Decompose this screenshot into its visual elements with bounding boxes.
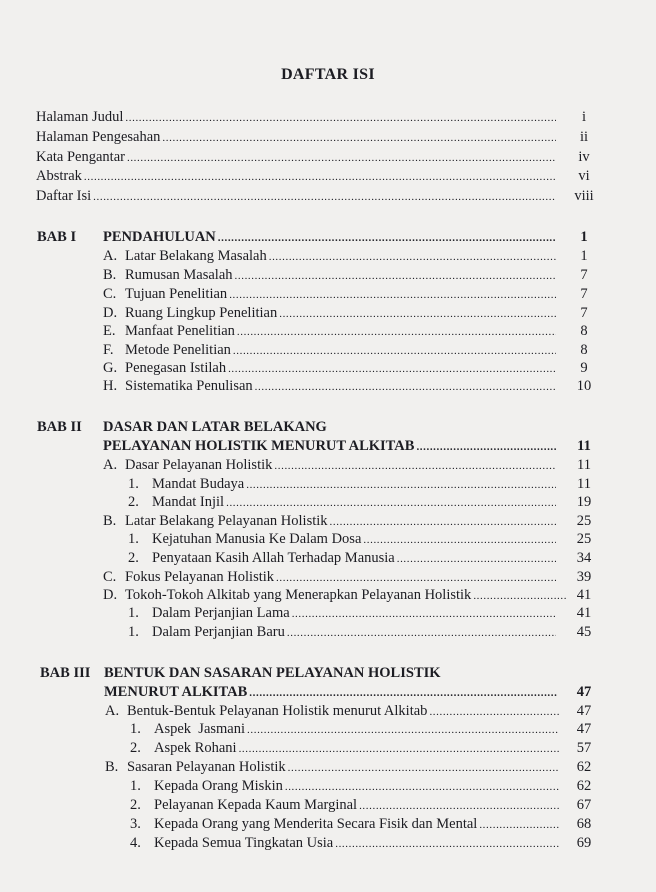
entry-number: 2. xyxy=(128,550,139,566)
chapter-title-line1: BENTUK DAN SASARAN PELAYANAN HOLISTIK xyxy=(104,665,441,681)
entry-page: 11 xyxy=(577,457,591,473)
entry-number: H. xyxy=(103,378,118,394)
toc-entry xyxy=(36,148,558,167)
page-title: DAFTAR ISI xyxy=(281,66,375,83)
entry-label: Kepada Orang yang Menderita Secara Fisik dan Mental xyxy=(154,816,478,832)
entry-page: 25 xyxy=(576,513,592,529)
toc-subentry xyxy=(130,777,561,796)
toc-subentry xyxy=(128,623,558,642)
leader-dots xyxy=(249,684,558,702)
entry-page: 41 xyxy=(576,587,592,603)
chapter-page: 1 xyxy=(580,229,588,245)
entry-number: B. xyxy=(103,267,117,283)
entry-label: Rumusan Masalah xyxy=(125,267,233,283)
toc-subentry xyxy=(128,549,558,568)
entry-number: 2. xyxy=(130,797,141,813)
toc-subentry xyxy=(130,739,561,758)
leader-dots xyxy=(228,360,556,378)
entry-number: 1. xyxy=(128,531,139,547)
toc-entry xyxy=(103,586,568,605)
toc-entry xyxy=(103,266,558,285)
entry-number: D. xyxy=(103,587,118,603)
entry-label: Pelayanan Kepada Kaum Marginal xyxy=(154,797,358,813)
chapter-code: BAB II xyxy=(37,419,82,435)
chapter-page: 47 xyxy=(576,684,592,700)
entry-label: Halaman Pengesahan xyxy=(36,129,161,145)
entry-page: 7 xyxy=(580,286,588,302)
entry-number: 2. xyxy=(128,494,139,510)
entry-page: 7 xyxy=(580,267,588,283)
leader-dots xyxy=(288,759,559,777)
leader-dots xyxy=(162,129,556,147)
entry-number: D. xyxy=(103,305,118,321)
leader-dots xyxy=(276,569,556,587)
leader-dots xyxy=(479,816,559,834)
leader-dots xyxy=(429,703,559,721)
entry-number: E. xyxy=(103,323,116,339)
entry-number: 1. xyxy=(128,624,139,640)
toc-entry xyxy=(103,359,558,378)
entry-number: B. xyxy=(103,513,117,529)
toc-entry xyxy=(103,377,558,396)
entry-label: Sistematika Penulisan xyxy=(125,378,253,394)
entry-number: 1. xyxy=(128,476,139,492)
leader-dots xyxy=(279,305,556,323)
entry-label: Bentuk-Bentuk Pelayanan Holistik menurut Alkitab xyxy=(127,703,428,719)
entry-label: Aspek Rohani xyxy=(154,740,237,756)
toc-subentry xyxy=(128,604,558,623)
entry-page: 41 xyxy=(576,605,592,621)
entry-number: C. xyxy=(103,569,117,585)
toc-entry xyxy=(36,128,558,147)
entry-label: Kejatuhan Manusia Ke Dalam Dosa xyxy=(152,531,362,547)
chapter-heading xyxy=(103,228,558,247)
entry-page: 7 xyxy=(580,305,588,321)
entry-number: C. xyxy=(103,286,117,302)
leader-dots xyxy=(239,740,559,758)
toc-entry xyxy=(103,322,558,341)
entry-label: Dalam Perjanjian Baru xyxy=(152,624,285,640)
entry-page: 8 xyxy=(580,342,588,358)
chapter-title-line2: MENURUT ALKITAB xyxy=(104,684,248,700)
leader-dots xyxy=(287,624,556,642)
leader-dots xyxy=(93,188,556,206)
entry-page: 11 xyxy=(577,476,591,492)
entry-label: Latar Belakang Masalah xyxy=(125,248,267,264)
entry-label: Fokus Pelayanan Holistik xyxy=(125,569,275,585)
leader-dots xyxy=(285,778,559,796)
entry-page: 47 xyxy=(576,721,592,737)
entry-number: 4. xyxy=(130,835,141,851)
entry-number: A. xyxy=(103,457,118,473)
entry-label: Penegasan Istilah xyxy=(125,360,227,376)
toc-entry xyxy=(103,304,558,323)
toc-entry xyxy=(103,247,558,266)
entry-page: 8 xyxy=(580,323,588,339)
leader-dots xyxy=(247,721,559,739)
entry-number: A. xyxy=(105,703,120,719)
entry-label: Tujuan Penelitian xyxy=(125,286,228,302)
entry-page: 57 xyxy=(576,740,592,756)
leader-dots xyxy=(330,513,556,531)
toc-subentry xyxy=(130,720,561,739)
leader-dots xyxy=(397,550,556,568)
leader-dots xyxy=(125,109,556,127)
entry-label: Kata Pengantar xyxy=(36,149,125,165)
entry-label: Manfaat Penelitian xyxy=(125,323,235,339)
leader-dots xyxy=(237,323,556,341)
entry-page: 62 xyxy=(576,778,592,794)
entry-page: 67 xyxy=(576,797,592,813)
entry-page: 47 xyxy=(576,703,592,719)
leader-dots xyxy=(335,835,559,853)
toc-entry xyxy=(105,702,561,721)
entry-page: vi xyxy=(578,168,590,184)
chapter-title: PENDAHULUAN xyxy=(103,229,216,245)
entry-number: 3. xyxy=(130,816,141,832)
entry-number: 2. xyxy=(130,740,141,756)
entry-page: ii xyxy=(579,129,589,145)
leader-dots xyxy=(229,286,556,304)
chapter-heading xyxy=(103,437,558,456)
entry-number: 1. xyxy=(130,778,141,794)
entry-label: Mandat Budaya xyxy=(152,476,245,492)
entry-label: Penyataan Kasih Allah Terhadap Manusia xyxy=(152,550,395,566)
entry-label: Aspek Jasmani xyxy=(154,721,246,737)
entry-label: Abstrak xyxy=(36,168,82,184)
toc-entry xyxy=(103,341,558,360)
entry-page: 19 xyxy=(576,494,592,510)
chapter-page: 11 xyxy=(577,438,591,454)
entry-page: 68 xyxy=(576,816,592,832)
entry-page: 25 xyxy=(576,531,592,547)
leader-dots xyxy=(226,494,556,512)
toc-entry xyxy=(36,167,558,186)
toc-subentry xyxy=(128,475,558,494)
toc-entry xyxy=(36,108,558,127)
entry-page: 9 xyxy=(580,360,588,376)
entry-label: Daftar Isi xyxy=(36,188,92,204)
toc-subentry xyxy=(128,493,558,512)
entry-label: Sasaran Pelayanan Holistik xyxy=(127,759,286,775)
leader-dots xyxy=(363,531,556,549)
chapter-title-line1: DASAR DAN LATAR BELAKANG xyxy=(103,419,327,435)
leader-dots xyxy=(359,797,559,815)
entry-label: Kepada Semua Tingkatan Usia xyxy=(154,835,334,851)
chapter-code: BAB III xyxy=(40,665,91,681)
toc-entry xyxy=(103,285,558,304)
toc-subentry xyxy=(130,834,561,853)
entry-label: Dalam Perjanjian Lama xyxy=(152,605,290,621)
entry-page: 10 xyxy=(576,378,592,394)
leader-dots xyxy=(235,267,556,285)
toc-entry xyxy=(103,456,558,475)
leader-dots xyxy=(218,229,556,247)
chapter-title-line2: PELAYANAN HOLISTIK MENURUT ALKITAB xyxy=(103,438,415,454)
entry-number: 1. xyxy=(130,721,141,737)
entry-label: Kepada Orang Miskin xyxy=(154,778,283,794)
toc-subentry xyxy=(128,530,558,549)
entry-label: Tokoh-Tokoh Alkitab yang Menerapkan Pelayanan Holistik xyxy=(125,587,472,603)
toc-entry xyxy=(103,568,558,587)
leader-dots xyxy=(255,378,556,396)
entry-number: A. xyxy=(103,248,118,264)
toc-subentry xyxy=(130,815,561,834)
leader-dots xyxy=(269,248,556,266)
leader-dots xyxy=(473,587,566,605)
leader-dots xyxy=(127,149,556,167)
entry-number: G. xyxy=(103,360,118,376)
toc-entry xyxy=(103,512,558,531)
entry-page: 34 xyxy=(576,550,592,566)
entry-number: F. xyxy=(103,342,114,358)
entry-number: B. xyxy=(105,759,119,775)
leader-dots xyxy=(246,476,556,494)
entry-page: 39 xyxy=(576,569,592,585)
entry-page: viii xyxy=(574,188,594,204)
toc-entry xyxy=(36,187,558,206)
leader-dots xyxy=(416,438,556,456)
entry-label: Latar Belakang Pelayanan Holistik xyxy=(125,513,328,529)
toc-subentry xyxy=(130,796,561,815)
chapter-heading xyxy=(104,683,560,702)
chapter-code: BAB I xyxy=(37,229,77,245)
entry-label: Ruang Lingkup Penelitian xyxy=(125,305,278,321)
entry-page: iv xyxy=(578,149,590,165)
leader-dots xyxy=(292,605,556,623)
entry-page: 45 xyxy=(576,624,592,640)
entry-label: Metode Penelitian xyxy=(125,342,231,358)
entry-label: Mandat Injil xyxy=(152,494,225,510)
entry-page: 1 xyxy=(580,248,588,264)
entry-page: i xyxy=(581,109,587,125)
entry-page: 69 xyxy=(576,835,592,851)
entry-number: 1. xyxy=(128,605,139,621)
leader-dots xyxy=(233,342,556,360)
entry-page: 62 xyxy=(576,759,592,775)
leader-dots xyxy=(274,457,556,475)
toc-entry xyxy=(105,758,561,777)
leader-dots xyxy=(84,168,556,186)
entry-label: Dasar Pelayanan Holistik xyxy=(125,457,273,473)
entry-label: Halaman Judul xyxy=(36,109,124,125)
